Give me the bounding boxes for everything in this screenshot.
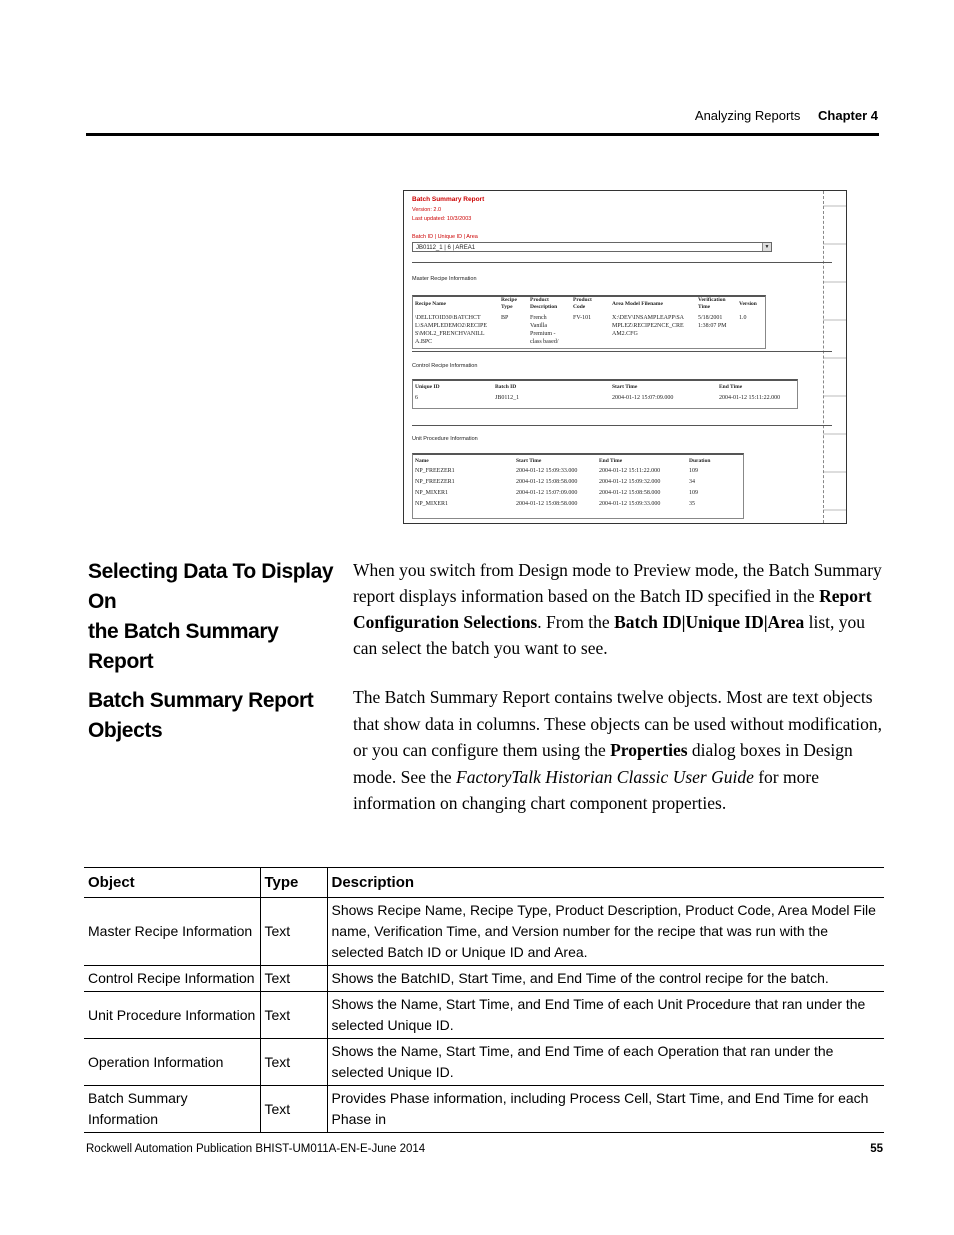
unit-cell: 35 <box>689 501 695 507</box>
unit-header: Duration <box>689 458 711 464</box>
text-run: When you switch from Design mode to Preview mode, the Batch Summary report displays information based on the Batch ID specified in the <box>353 560 882 606</box>
object-cell: Master Recipe Information <box>88 923 253 939</box>
type-cell: Text <box>260 898 327 966</box>
bold-run: Properties <box>610 740 688 760</box>
heading-line: Objects <box>88 719 163 742</box>
control-recipe-table <box>412 379 798 409</box>
control-header: Unique ID <box>415 384 440 390</box>
master-header: Product Description <box>530 297 558 310</box>
table-row <box>84 1039 884 1086</box>
unit-cell: NP_FREEZER1 <box>415 479 455 485</box>
unit-procedure-label: Unit Procedure Information <box>412 436 478 442</box>
table-row <box>84 966 884 992</box>
header-rule <box>86 133 879 136</box>
text-run: The Batch Summary Report contains twelve objects. Most are text objects that show data in columns. These objects can be used without modification, or you can configure them using the <box>353 687 882 760</box>
master-header: Product Code <box>573 297 592 310</box>
unit-cell: 34 <box>689 479 695 485</box>
object-cell: Unit Procedure Information <box>88 1006 256 1023</box>
page-number: 55 <box>870 1143 883 1155</box>
control-cell: 2004-01-12 15:11:22.000 <box>719 395 781 401</box>
master-cell: Premium - <box>530 331 556 337</box>
column-header-description: Description <box>327 868 884 898</box>
master-cell: French <box>530 315 547 321</box>
section-paragraph-selecting-data <box>353 557 883 661</box>
report-last-updated: Last updated: 10/3/2003 <box>412 216 472 222</box>
batch-summary-report-figure <box>403 190 847 524</box>
control-recipe-label: Control Recipe Information <box>412 363 478 369</box>
table-header-row <box>84 868 884 898</box>
master-header: Recipe Name <box>415 301 447 307</box>
type-cell: Text <box>260 1086 327 1133</box>
description-cell: Shows the BatchID, Start Time, and End Time of the control recipe for the batch. <box>327 966 884 992</box>
section-heading-report-objects <box>88 686 343 746</box>
master-recipe-table <box>412 295 766 349</box>
master-cell: 1:38:07 PM <box>698 323 727 329</box>
unit-cell: 2004-01-12 15:08:58.000 <box>599 490 661 496</box>
unit-cell: 2004-01-12 15:09:32.000 <box>599 479 661 485</box>
unit-cell: 109 <box>689 468 698 474</box>
divider <box>412 262 832 263</box>
table-row <box>84 992 884 1039</box>
unit-procedure-table <box>412 453 744 519</box>
master-cell: MPLEZ\RECIPE2NCE_CRE <box>612 323 684 329</box>
unit-header: Name <box>415 458 429 464</box>
master-cell: A.BPC <box>415 339 433 345</box>
object-cell: Operation Information <box>88 1053 224 1070</box>
description-cell: Shows the Name, Start Time, and End Time of each Operation that ran under the selected Unique ID. <box>327 1039 884 1086</box>
master-cell: 5/18/2001 <box>698 315 723 321</box>
unit-cell: 2004-01-12 15:08:58.000 <box>516 479 578 485</box>
bold-run: Batch ID|Unique ID|Area <box>614 612 805 632</box>
text-run: for more information on changing chart component properties. <box>353 766 819 813</box>
header-section: Analyzing Reports <box>694 108 801 123</box>
master-cell: class based/ <box>530 339 559 345</box>
unit-cell: 2004-01-12 15:08:58.000 <box>516 501 578 507</box>
master-header: Recipe Type <box>501 297 517 310</box>
master-header: Version <box>739 301 757 307</box>
description-cell: Shows Recipe Name, Recipe Type, Product Description, Product Code, Area Model File name, Verification Time, and Version number for the recipe that was run with the selected Batch ID or Unique ID and Area. <box>327 898 884 966</box>
header-chapter: Chapter 4 <box>818 108 878 123</box>
section-heading-selecting-data <box>88 557 343 677</box>
text-run: . From the <box>537 612 615 632</box>
batch-selector-label: Batch ID | Unique ID | Area <box>412 234 478 240</box>
description-cell: Provides Phase information, including Process Cell, Start Time, and End Time for each Phase in <box>327 1086 884 1133</box>
unit-cell: NP_MIXER1 <box>415 501 449 507</box>
master-cell: L\SAMPLEDEMO2\RECIPE <box>415 323 488 329</box>
text-run: dialog boxes in Design mode. See the <box>353 740 853 787</box>
type-cell: Text <box>260 992 327 1039</box>
unit-header: End Time <box>599 458 623 464</box>
heading-line: Batch Summary Report <box>88 689 314 712</box>
footer-publication: Rockwell Automation Publication BHIST-UM011A-EN-E-June 2014 <box>86 1143 426 1155</box>
report-objects-table <box>84 867 884 1133</box>
type-cell: Text <box>260 966 327 992</box>
report-title: Batch Summary Report <box>412 196 485 203</box>
text-run: list, you can select the batch you want to see. <box>353 612 866 658</box>
master-cell: \DELLTOID30\BATCHCT <box>415 315 481 321</box>
type-cell: Text <box>260 1039 327 1086</box>
master-cell: 1.0 <box>739 315 747 321</box>
control-header: Start Time <box>612 384 638 390</box>
master-cell: FV-101 <box>573 315 592 321</box>
running-header <box>695 108 878 123</box>
bold-run: Report Configuration Selections <box>353 586 872 632</box>
unit-cell: NP_MIXER1 <box>415 490 449 496</box>
chevron-down-icon[interactable]: ▼ <box>762 243 771 251</box>
master-cell: BP <box>501 315 509 321</box>
divider <box>412 351 832 352</box>
control-cell: JB0112_1 <box>495 395 520 401</box>
table-row <box>84 898 884 966</box>
object-cell: Control Recipe Information <box>88 970 255 986</box>
unit-cell: 2004-01-12 15:09:33.000 <box>599 501 661 507</box>
unit-cell: NP_FREEZER1 <box>415 468 455 474</box>
master-cell: S\MOL2_FRENCHVANILL <box>415 331 485 337</box>
unit-cell: 109 <box>689 490 698 496</box>
batch-selector-dropdown[interactable] <box>412 242 772 252</box>
master-header: Verification Time <box>698 297 726 310</box>
unit-cell: 2004-01-12 15:07:09.000 <box>516 490 578 496</box>
master-recipe-label: Master Recipe Information <box>412 276 477 282</box>
batch-selector-value: JB0112_1 | 6 | AREA1 <box>416 245 476 251</box>
report-version: Version: 2.0 <box>412 207 442 213</box>
master-cell: Vanilla <box>530 323 547 329</box>
heading-line: Selecting Data To Display On <box>88 560 334 613</box>
heading-line: the Batch Summary Report <box>88 620 279 673</box>
torn-edge <box>823 191 846 523</box>
control-header: End Time <box>719 384 743 390</box>
description-cell: Shows the Name, Start Time, and End Time of each Unit Procedure that ran under the selected Unique ID. <box>327 992 884 1039</box>
object-cell: Batch Summary Information <box>88 1090 188 1127</box>
control-cell: 6 <box>415 395 418 401</box>
control-cell: 2004-01-12 15:07:09.000 <box>612 395 674 401</box>
master-header: Area Model Filename <box>612 301 663 307</box>
master-cell: X:\DEV\INSAMPLEAPP\SA <box>612 315 685 321</box>
table-row <box>84 1086 884 1133</box>
column-header-object: Object <box>88 874 135 891</box>
unit-header: Start Time <box>516 458 542 464</box>
master-cell: AM2.CFG <box>612 331 638 337</box>
italic-run: FactoryTalk Historian Classic User Guide <box>456 766 754 787</box>
section-paragraph-report-objects <box>353 684 883 817</box>
column-header-type: Type <box>260 868 327 898</box>
unit-cell: 2004-01-12 15:11:22.000 <box>599 468 661 474</box>
control-header: Batch ID <box>495 384 517 390</box>
unit-cell: 2004-01-12 15:09:33.000 <box>516 468 578 474</box>
divider <box>412 425 832 426</box>
